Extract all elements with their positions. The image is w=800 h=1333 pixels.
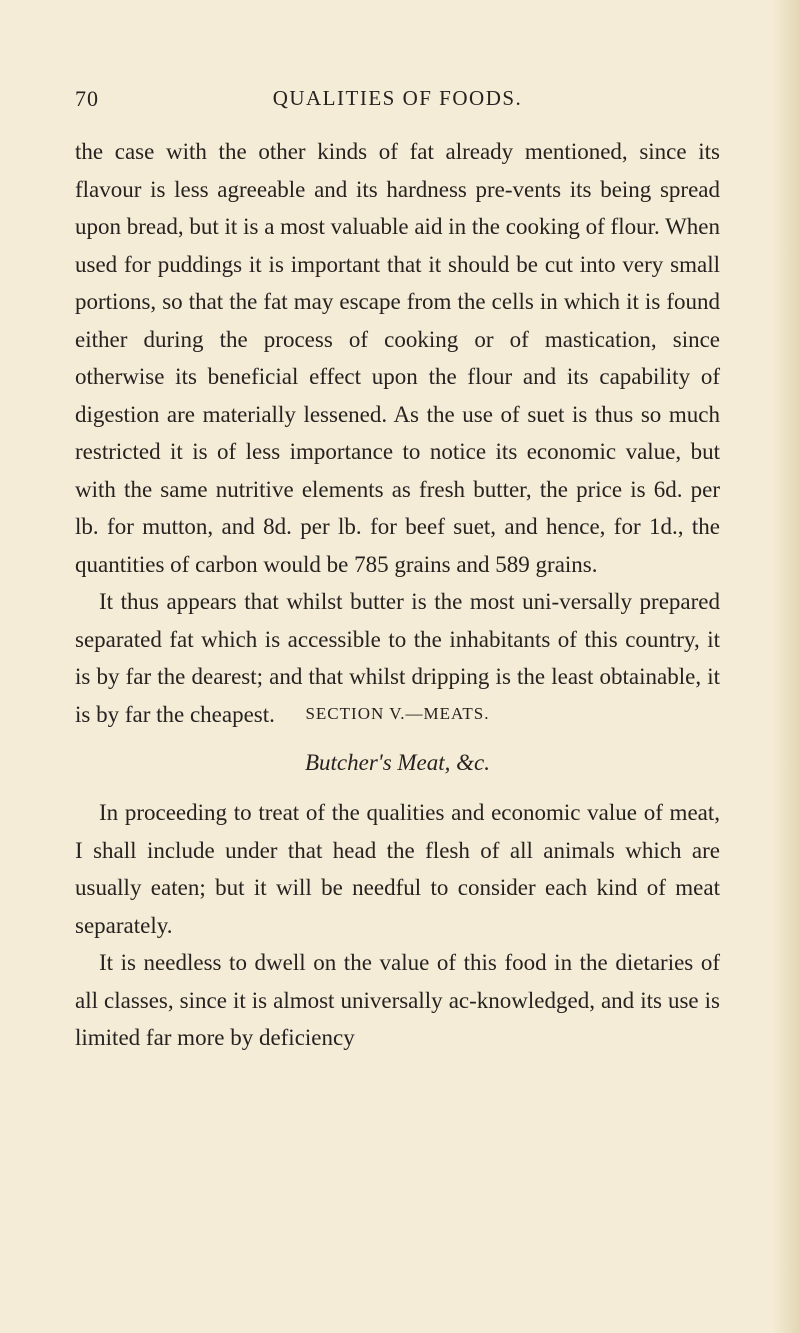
body-text-bottom	[75, 794, 720, 1057]
page-edge-shadow	[772, 0, 800, 1333]
paragraph: It is needless to dwell on the value of this food in the dietaries of all classes, since it is almost universally ac-knowledged, and its use is limited far more by deficiency	[75, 950, 720, 1050]
running-head: QUALITIES OF FOODS.	[272, 86, 523, 110]
section-subheading: Butcher's Meat, &c.	[304, 750, 491, 775]
paragraph: It thus appears that whilst butter is the most uni-versally prepared separated fat which is accessible to the inhabitants of this country, it is by far the dearest; and that whilst dripping is the least obtainable, it is by far the cheapest.	[75, 589, 720, 727]
section-heading: SECTION V.—MEATS.	[305, 704, 490, 723]
page-header	[75, 86, 720, 116]
body-text-top	[75, 133, 720, 733]
page-number: 70	[75, 86, 99, 111]
paragraph: In proceeding to treat of the qualities and economic value of meat, I shall include under that head the flesh of all animals which are usually eaten; but it will be needful to consider each kind of meat separately.	[75, 800, 720, 938]
paragraph: the case with the other kinds of fat already mentioned, since its flavour is less agreeable and its hardness pre-vents its being spread upon bread, but it is a most valuable aid in the cooking of flour. When used for puddings it is important that it should be cut into very small portions, so that the fat may escape from the cells in which it is found either during the process of cooking or of mastication, since otherwise its beneficial effect upon the flour and its capability of digestion are materially lessened. As the use of suet is thus so much restricted it is of less importance to notice its economic value, but with the same nutritive elements as fresh butter, the price is 6d. per lb. for mutton, and 8d. per lb. for beef suet, and hence, for 1d., the quantities of carbon would be 785 grains and 589 grains.	[75, 139, 720, 577]
